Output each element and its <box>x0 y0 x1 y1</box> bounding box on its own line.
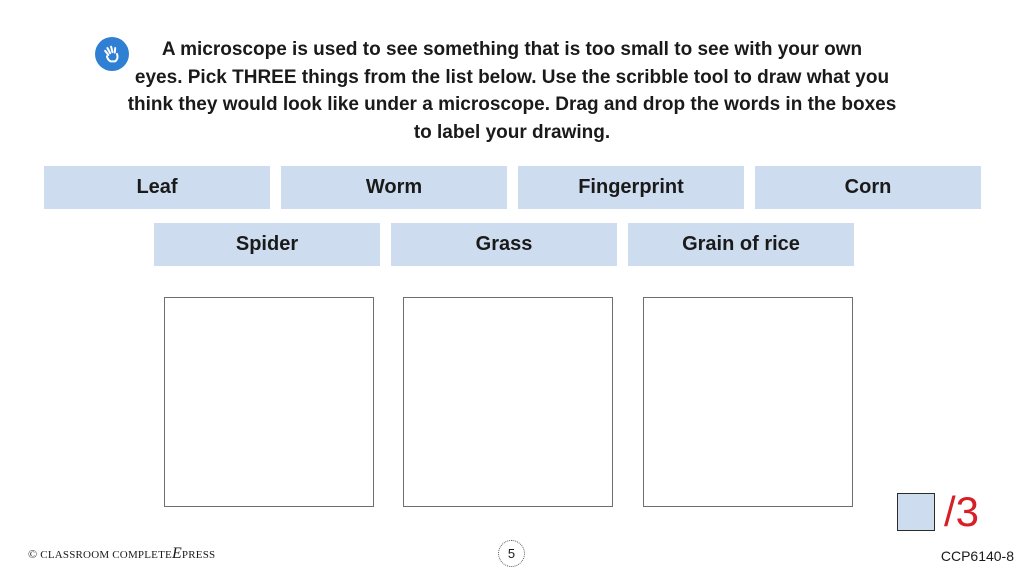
drawing-box-1[interactable] <box>164 297 374 507</box>
word-tile-grain-of-rice[interactable]: Grain of rice <box>628 223 854 266</box>
publisher-name-part2: PRESS <box>181 549 216 561</box>
score-input-box[interactable] <box>897 493 935 531</box>
word-tile-grass[interactable]: Grass <box>391 223 617 266</box>
word-tile-corn[interactable]: Corn <box>755 166 981 209</box>
word-tile-leaf[interactable]: Leaf <box>44 166 270 209</box>
publisher-logo-letter: E <box>171 545 182 562</box>
word-tile-fingerprint[interactable]: Fingerprint <box>518 166 744 209</box>
product-code: CCP6140-8 <box>940 548 1014 564</box>
score-total: /3 <box>944 488 980 535</box>
instruction-line-4: to label your drawing. <box>413 121 611 143</box>
publisher-name-part1: CLASSROOM COMPLETE <box>40 549 172 561</box>
copyright-symbol: © <box>28 547 38 561</box>
word-tile-spider[interactable]: Spider <box>154 223 380 266</box>
word-tile-worm[interactable]: Worm <box>281 166 507 209</box>
instruction-line-2: eyes. Pick THREE things from the list below. Use the scribble tool to draw what you <box>134 66 890 88</box>
instructions-text <box>92 36 932 146</box>
instruction-line-3: think they would look like under a microscope. Drag and drop the words in the boxes <box>127 94 897 115</box>
drawing-box-3[interactable] <box>643 297 853 507</box>
publisher-logo <box>28 545 215 563</box>
drawing-box-2[interactable] <box>403 297 613 507</box>
instruction-line-1: A microscope is used to see something that is too small to see with your own <box>161 39 863 60</box>
page-number: 5 <box>498 540 525 567</box>
